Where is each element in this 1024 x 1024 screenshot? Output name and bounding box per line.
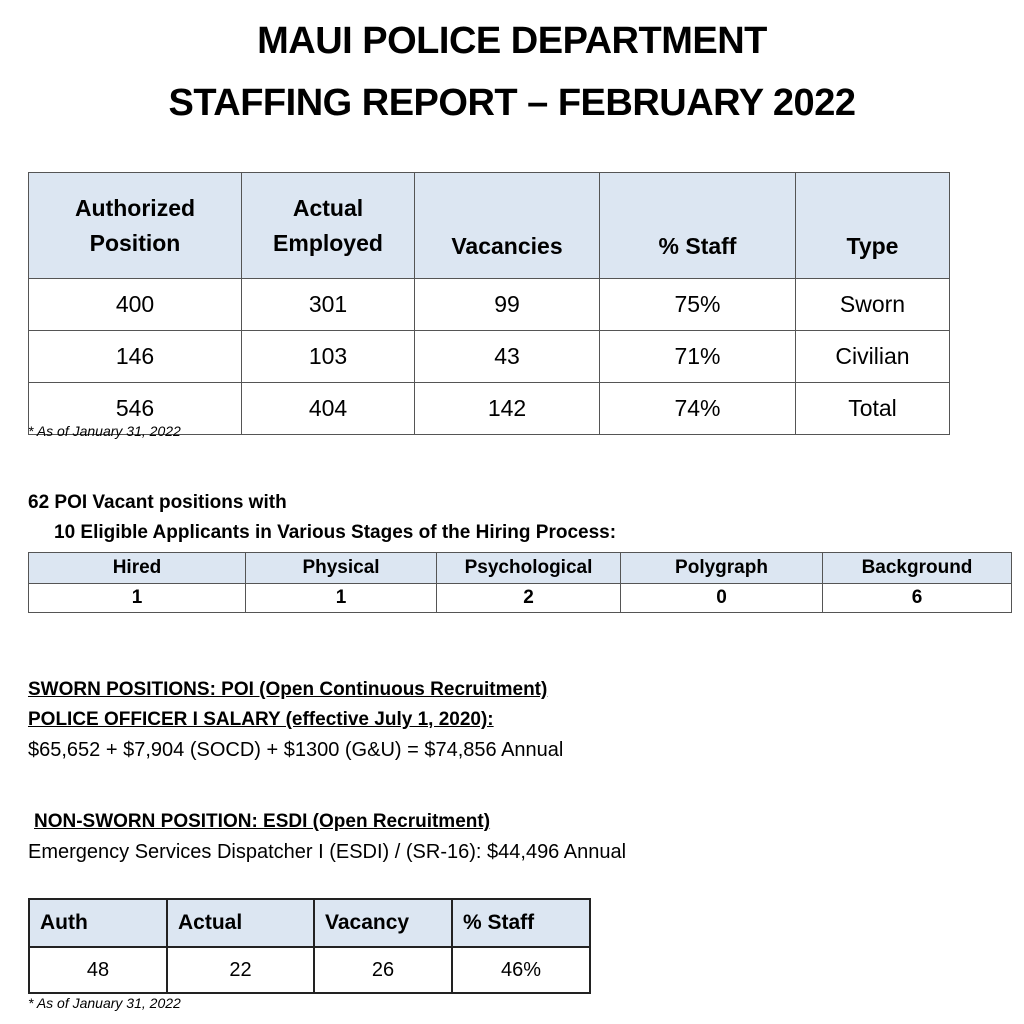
col-hired: Hired — [29, 553, 246, 584]
col-physical: Physical — [246, 553, 437, 584]
cell-percent-staff: 74% — [600, 383, 796, 435]
cell-actual: 103 — [242, 331, 415, 383]
col-actual-line1: Actual — [292, 194, 364, 221]
cell-percent-staff: 71% — [600, 331, 796, 383]
esdi-footnote: * As of January 31, 2022 — [28, 995, 181, 1011]
col-actual: Actual — [167, 899, 314, 947]
col-authorized-position — [29, 173, 242, 279]
col-percent-staff: % Staff — [452, 899, 590, 947]
cell-physical: 1 — [246, 584, 437, 613]
cell-background: 6 — [823, 584, 1012, 613]
cell-actual: 404 — [242, 383, 415, 435]
col-psychological: Psychological — [437, 553, 621, 584]
cell-psychological: 2 — [437, 584, 621, 613]
esdi-header-row — [29, 899, 590, 947]
cell-vacancies: 43 — [415, 331, 600, 383]
col-actual-employed — [242, 173, 415, 279]
esdi-description: Emergency Services Dispatcher I (ESDI) / (SR-16): $44,496 Annual — [28, 841, 627, 863]
col-type: Type — [796, 173, 950, 279]
cell-actual: 22 — [167, 947, 314, 993]
salary-heading: POLICE OFFICER I SALARY (effective July 1, 2020): — [28, 709, 494, 730]
col-authorized-line1: Authorized — [74, 194, 196, 221]
cell-vacancies: 142 — [415, 383, 600, 435]
esdi-staffing-table — [28, 898, 591, 994]
col-auth: Auth — [29, 899, 167, 947]
cell-authorized: 546 — [29, 383, 242, 435]
cell-percent-staff: 75% — [600, 279, 796, 331]
report-title-line1: MAUI POLICE DEPARTMENT — [257, 20, 767, 62]
staffing-table — [28, 172, 950, 435]
table-row — [29, 947, 590, 993]
hiring-header-row — [29, 553, 1012, 584]
sworn-positions-heading: SWORN POSITIONS: POI (Open Continuous Recruitment) — [28, 679, 548, 700]
staffing-header-row — [29, 173, 950, 279]
table-row — [29, 279, 950, 331]
col-percent-staff: % Staff — [600, 173, 796, 279]
poi-applicants-text: 10 Eligible Applicants in Various Stages of the Hiring Process: — [54, 522, 617, 543]
col-authorized-line2: Position — [89, 229, 181, 256]
cell-vacancies: 99 — [415, 279, 600, 331]
col-actual-line2: Employed — [273, 229, 383, 256]
cell-polygraph: 0 — [621, 584, 823, 613]
nonsworn-position-heading: NON-SWORN POSITION: ESDI (Open Recruitment) — [34, 811, 491, 832]
table-row — [29, 331, 950, 383]
cell-actual: 301 — [242, 279, 415, 331]
cell-type: Sworn — [796, 279, 950, 331]
poi-vacant-text: 62 POI Vacant positions with — [28, 492, 287, 513]
salary-formula: $65,652 + $7,904 (SOCD) + $1300 (G&U) = $74,856 Annual — [28, 739, 564, 761]
table-row — [29, 584, 1012, 613]
cell-hired: 1 — [29, 584, 246, 613]
col-background: Background — [823, 553, 1012, 584]
col-vacancy: Vacancy — [314, 899, 452, 947]
report-title-line2: STAFFING REPORT – FEBRUARY 2022 — [168, 82, 856, 124]
cell-percent-staff: 46% — [452, 947, 590, 993]
cell-type: Total — [796, 383, 950, 435]
cell-auth: 48 — [29, 947, 167, 993]
col-vacancies: Vacancies — [415, 173, 600, 279]
cell-type: Civilian — [796, 331, 950, 383]
staffing-footnote: * As of January 31, 2022 — [28, 423, 181, 439]
cell-authorized: 146 — [29, 331, 242, 383]
hiring-stages-table — [28, 552, 1012, 613]
col-polygraph: Polygraph — [621, 553, 823, 584]
cell-authorized: 400 — [29, 279, 242, 331]
cell-vacancy: 26 — [314, 947, 452, 993]
